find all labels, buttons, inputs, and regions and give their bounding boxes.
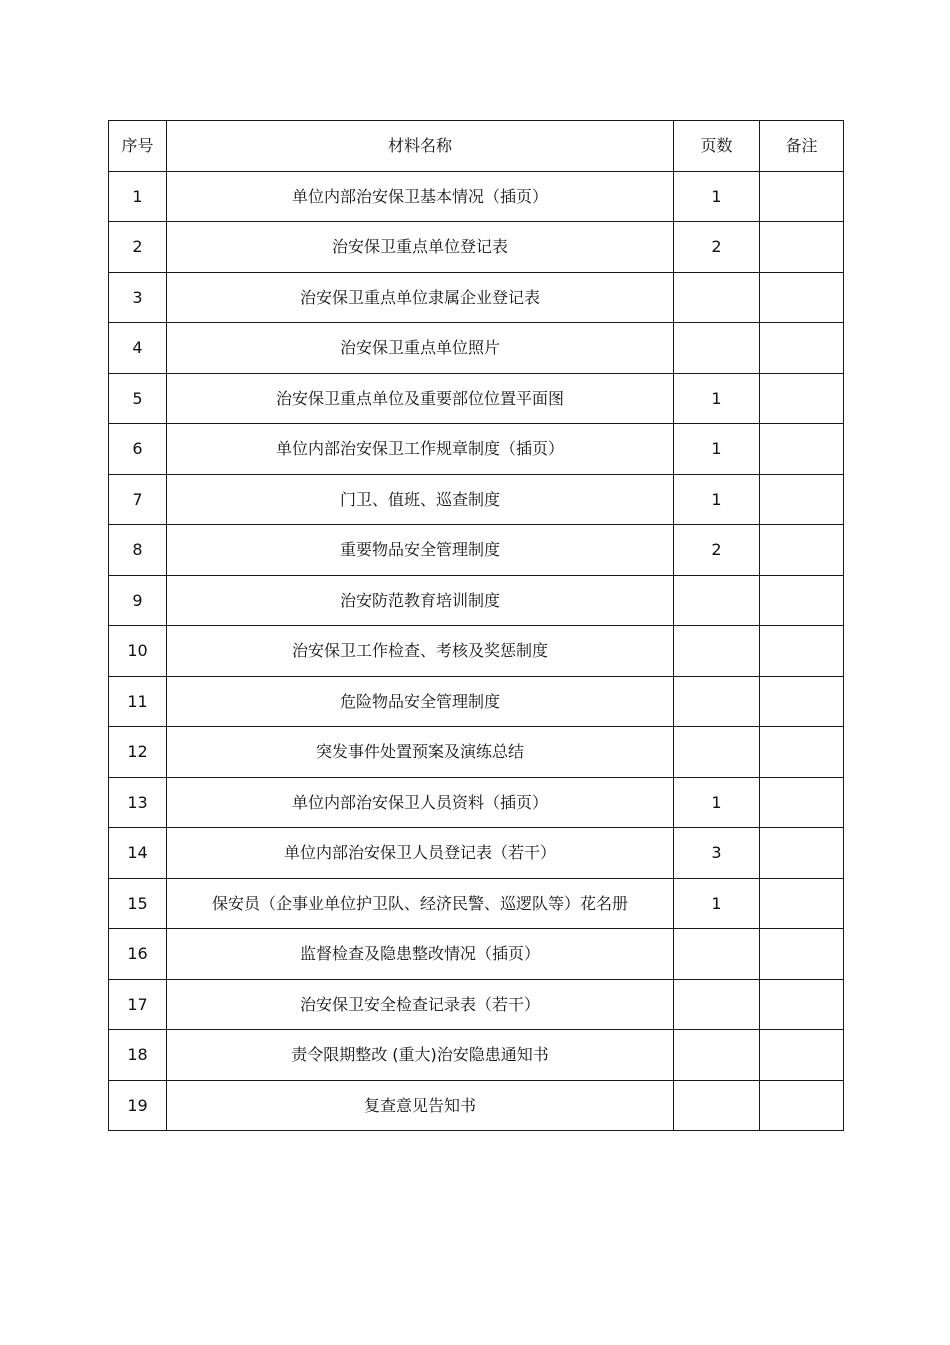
cell-serial-number: 3 <box>109 272 167 323</box>
table-row <box>109 929 844 980</box>
cell-remarks <box>760 878 844 929</box>
cell-remarks <box>760 1080 844 1131</box>
cell-serial-number: 19 <box>109 1080 167 1131</box>
cell-serial-number: 6 <box>109 424 167 475</box>
cell-material-name: 治安保卫重点单位照片 <box>167 323 674 374</box>
cell-serial-number: 5 <box>109 373 167 424</box>
cell-serial-number: 17 <box>109 979 167 1030</box>
cell-remarks <box>760 929 844 980</box>
header-page-count: 页数 <box>674 121 760 172</box>
cell-serial-number: 4 <box>109 323 167 374</box>
cell-page-count: 2 <box>674 222 760 273</box>
cell-material-name: 重要物品安全管理制度 <box>167 525 674 576</box>
cell-remarks <box>760 222 844 273</box>
cell-remarks <box>760 777 844 828</box>
cell-remarks <box>760 424 844 475</box>
table-row <box>109 424 844 475</box>
cell-material-name: 复查意见告知书 <box>167 1080 674 1131</box>
cell-page-count: 1 <box>674 373 760 424</box>
table-row <box>109 727 844 778</box>
cell-page-count: 3 <box>674 828 760 879</box>
cell-serial-number: 2 <box>109 222 167 273</box>
table-row <box>109 878 844 929</box>
cell-page-count: 2 <box>674 525 760 576</box>
cell-material-name: 治安保卫安全检查记录表（若干） <box>167 979 674 1030</box>
table-row <box>109 222 844 273</box>
cell-serial-number: 15 <box>109 878 167 929</box>
table-row <box>109 171 844 222</box>
table-row <box>109 373 844 424</box>
cell-serial-number: 18 <box>109 1030 167 1081</box>
cell-material-name: 单位内部治安保卫基本情况（插页） <box>167 171 674 222</box>
table-row <box>109 1030 844 1081</box>
cell-material-name: 单位内部治安保卫人员资料（插页） <box>167 777 674 828</box>
header-remarks: 备注 <box>760 121 844 172</box>
cell-material-name: 门卫、值班、巡查制度 <box>167 474 674 525</box>
cell-serial-number: 13 <box>109 777 167 828</box>
cell-remarks <box>760 727 844 778</box>
cell-page-count: 1 <box>674 424 760 475</box>
table-row <box>109 1080 844 1131</box>
cell-material-name: 治安防范教育培训制度 <box>167 575 674 626</box>
header-row <box>109 121 844 172</box>
materials-table <box>108 120 844 1131</box>
cell-remarks <box>760 575 844 626</box>
cell-serial-number: 12 <box>109 727 167 778</box>
table-row <box>109 828 844 879</box>
cell-serial-number: 14 <box>109 828 167 879</box>
cell-page-count <box>674 1030 760 1081</box>
cell-serial-number: 9 <box>109 575 167 626</box>
cell-remarks <box>760 474 844 525</box>
cell-page-count <box>674 323 760 374</box>
table-row <box>109 525 844 576</box>
cell-material-name: 保安员（企事业单位护卫队、经济民警、巡逻队等）花名册 <box>167 878 674 929</box>
cell-material-name: 突发事件处置预案及演练总结 <box>167 727 674 778</box>
cell-serial-number: 11 <box>109 676 167 727</box>
table-row <box>109 272 844 323</box>
cell-page-count: 1 <box>674 474 760 525</box>
table-row <box>109 676 844 727</box>
cell-remarks <box>760 525 844 576</box>
table-row <box>109 323 844 374</box>
cell-material-name: 单位内部治安保卫工作规章制度（插页） <box>167 424 674 475</box>
header-serial-number: 序号 <box>109 121 167 172</box>
table-row <box>109 777 844 828</box>
cell-page-count <box>674 626 760 677</box>
cell-material-name: 治安保卫工作检查、考核及奖惩制度 <box>167 626 674 677</box>
cell-material-name: 治安保卫重点单位及重要部位位置平面图 <box>167 373 674 424</box>
cell-remarks <box>760 676 844 727</box>
cell-remarks <box>760 171 844 222</box>
cell-remarks <box>760 828 844 879</box>
cell-page-count <box>674 272 760 323</box>
cell-page-count <box>674 676 760 727</box>
cell-material-name: 治安保卫重点单位隶属企业登记表 <box>167 272 674 323</box>
table-row <box>109 626 844 677</box>
cell-page-count: 1 <box>674 878 760 929</box>
cell-material-name: 治安保卫重点单位登记表 <box>167 222 674 273</box>
cell-material-name: 危险物品安全管理制度 <box>167 676 674 727</box>
cell-remarks <box>760 1030 844 1081</box>
table-body <box>109 171 844 1131</box>
cell-page-count <box>674 929 760 980</box>
cell-material-name: 单位内部治安保卫人员登记表（若干） <box>167 828 674 879</box>
table-row <box>109 474 844 525</box>
header-material-name: 材料名称 <box>167 121 674 172</box>
cell-serial-number: 7 <box>109 474 167 525</box>
cell-page-count: 1 <box>674 777 760 828</box>
cell-remarks <box>760 272 844 323</box>
cell-remarks <box>760 373 844 424</box>
table-row <box>109 979 844 1030</box>
cell-remarks <box>760 626 844 677</box>
table-row <box>109 575 844 626</box>
cell-serial-number: 1 <box>109 171 167 222</box>
cell-page-count <box>674 575 760 626</box>
cell-page-count <box>674 1080 760 1131</box>
cell-serial-number: 16 <box>109 929 167 980</box>
cell-page-count <box>674 727 760 778</box>
cell-remarks <box>760 323 844 374</box>
cell-serial-number: 8 <box>109 525 167 576</box>
cell-material-name: 监督检查及隐患整改情况（插页） <box>167 929 674 980</box>
cell-remarks <box>760 979 844 1030</box>
cell-page-count <box>674 979 760 1030</box>
cell-page-count: 1 <box>674 171 760 222</box>
cell-material-name: 责令限期整改 (重大)治安隐患通知书 <box>167 1030 674 1081</box>
cell-serial-number: 10 <box>109 626 167 677</box>
table-header <box>109 121 844 172</box>
